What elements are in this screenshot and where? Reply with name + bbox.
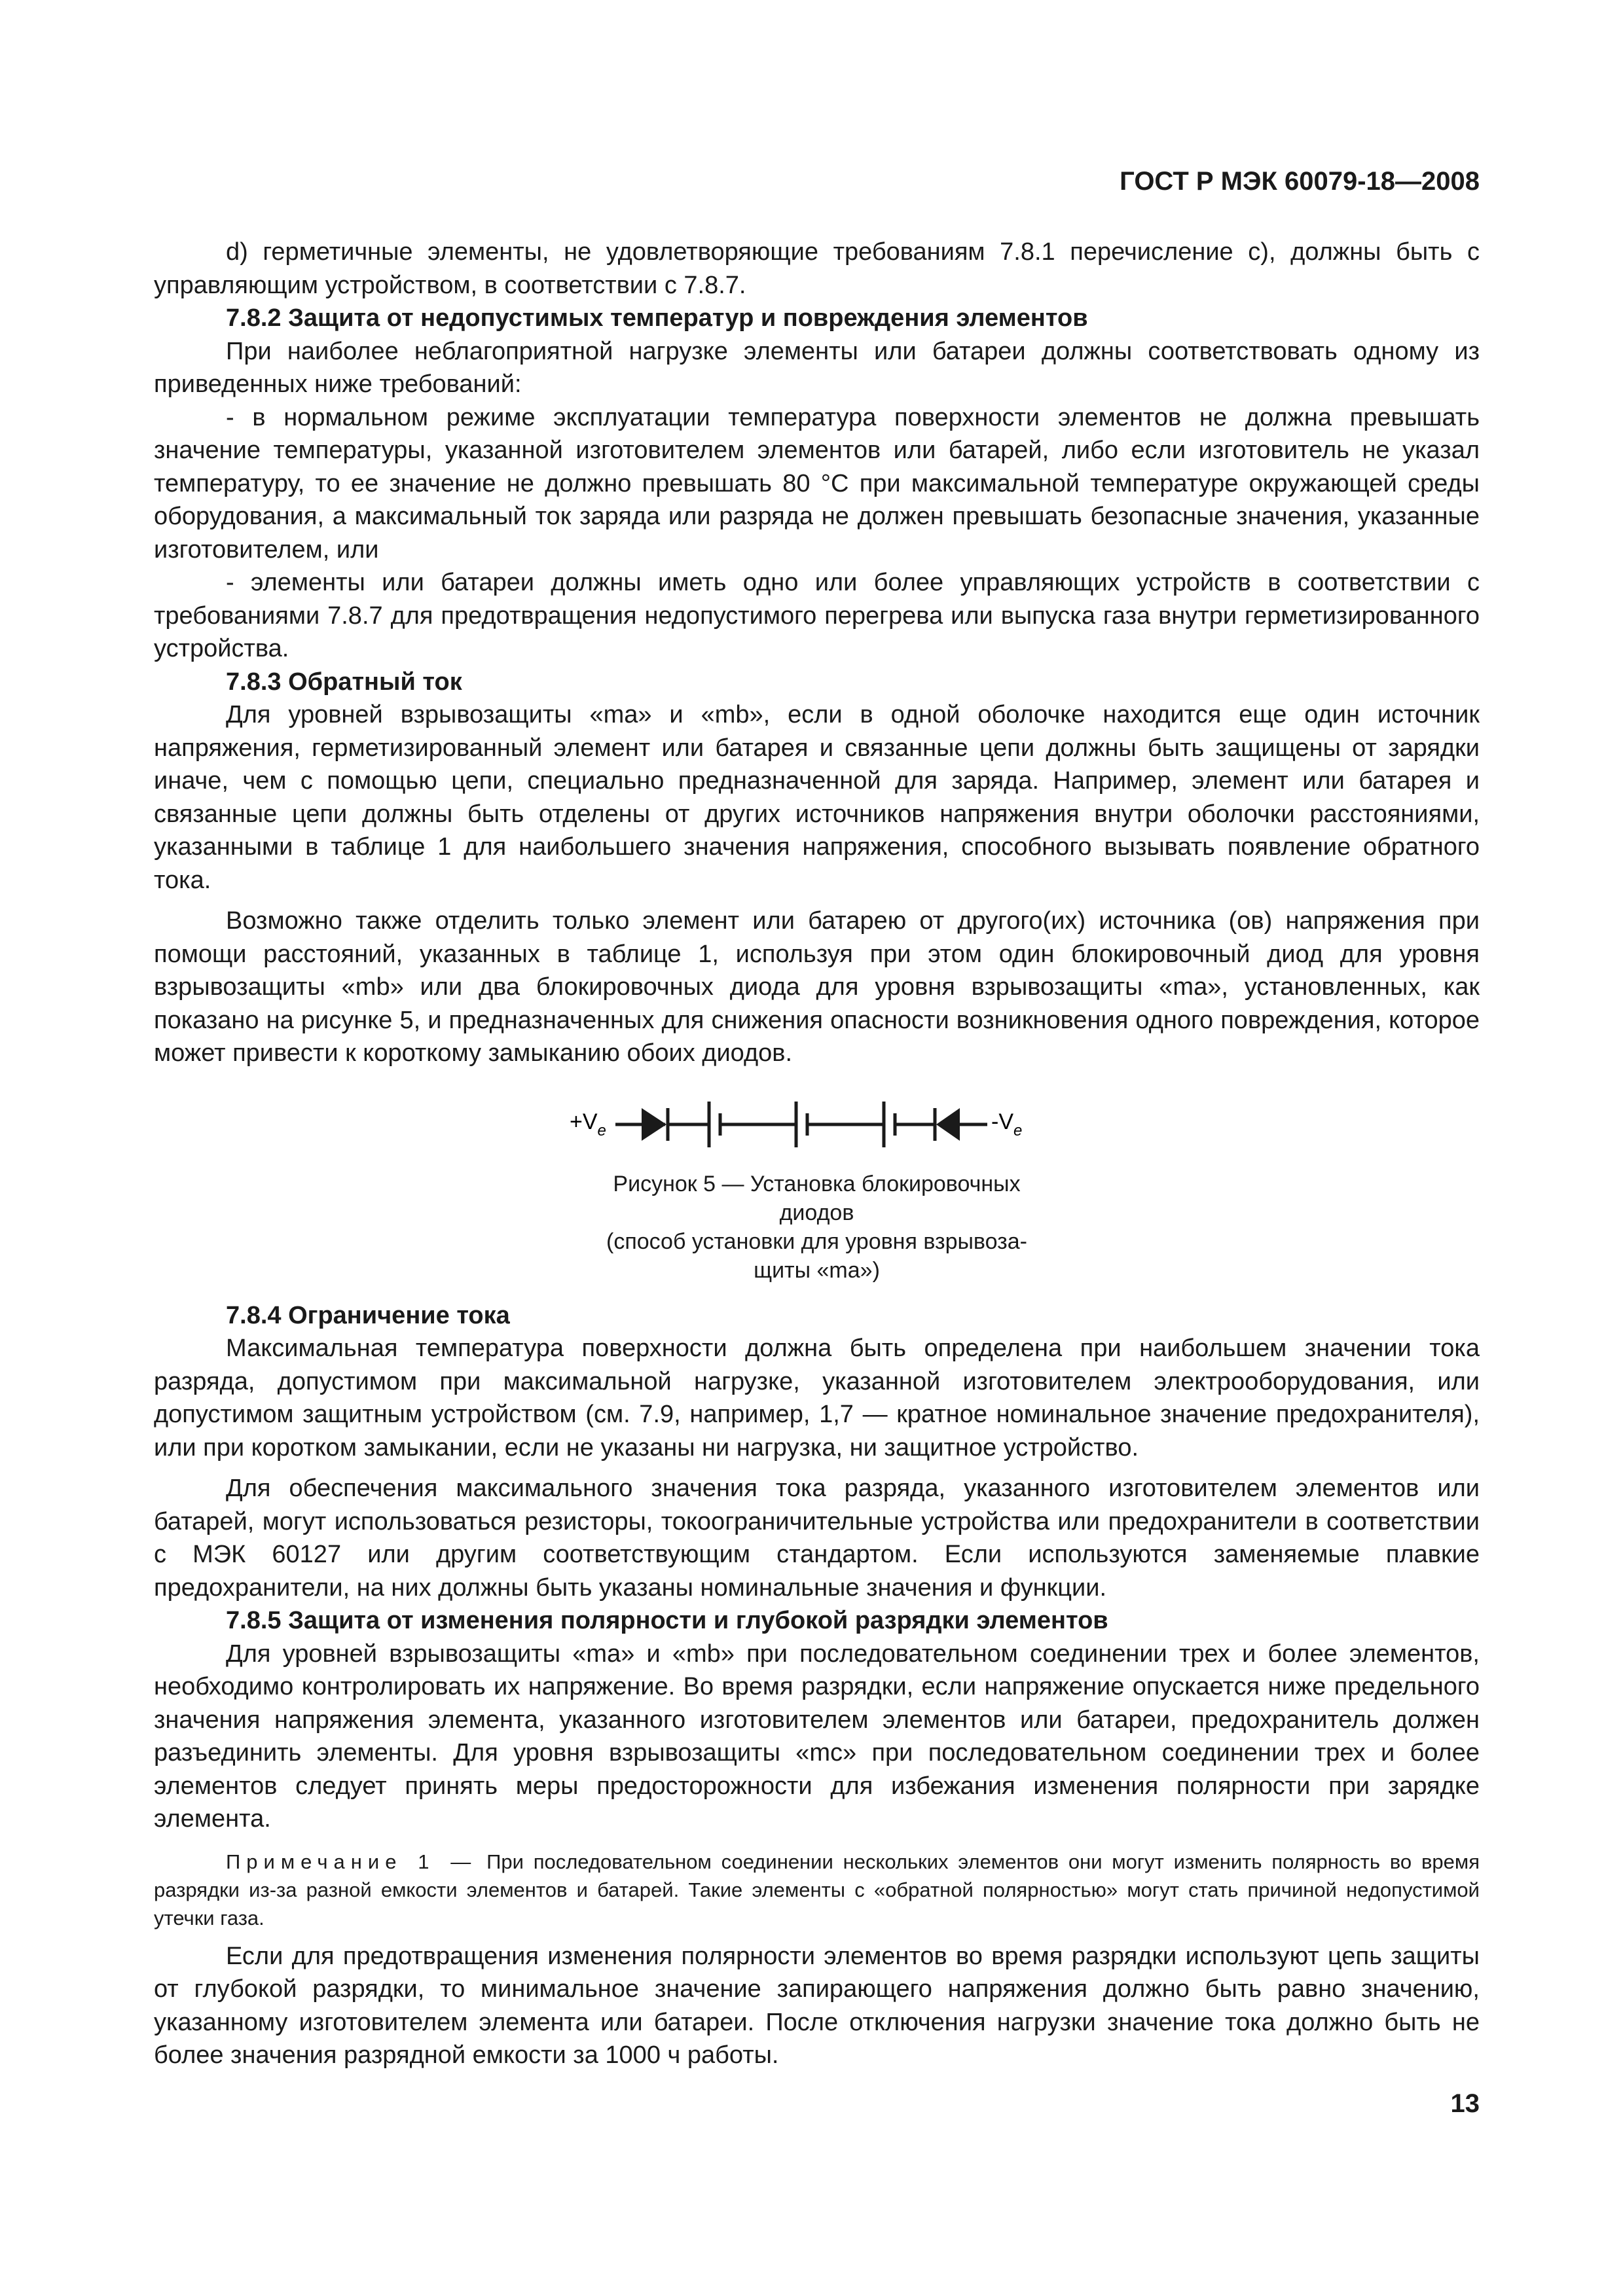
page-number: 13 (1450, 2089, 1480, 2118)
caption-line: Рисунок 5 — Установка блокировочных (613, 1171, 1021, 1196)
paragraph-normal-mode: - в нормальном режиме эксплуатации температура поверхности элементов не должна превышать значение температуры, указанной изготовителем элементов или батарей, либо если изготовитель не указал температуру, то ее значение не должно превышать 80 °С при максимальной температуре окружающей среды оборудования, а максимальный ток заряда или разряда не должен превышать безопасные значения, указанные изготовителем, или (154, 403, 1480, 564)
section-heading-7-8-3: 7.8.3 Обратный ток (226, 668, 462, 696)
paragraph-control-devices: - элементы или батареи должны иметь одно или более управляющих устройств в соответствии с требованиями 7.8.7 для предотвращения недопустимого перегрева или выпуска газа внутри герметизированного устройства. (154, 569, 1480, 662)
paragraph-item-d: d) герметичные элементы, не удовлетворяющие требованиям 7.8.1 перечисление с), должны быть с управляющим устройством, в соответствии с 7.8.7. (154, 238, 1480, 299)
figure-caption (568, 1170, 1066, 1285)
note-text: При последовательном соединении нескольких элементов они могут изменить полярность во время разрядки из-за разной емкости элементов и батарей. Такие элементы с «обратной полярностью» могут стать причиной недопустимой утечки газа. (154, 1850, 1480, 1929)
blocking-diodes-circuit-diagram (568, 1088, 1066, 1160)
paragraph-blocking-diodes: Возможно также отделить только элемент или батарею от другого(их) источника (ов) напряжения при помощи расстояний, указанных в таблице 1, используя при этом один блокировочный диод для уровня взрывозащиты «mb» или два блокировочных диода для уровня взрывозащиты «ma», установленных, как показано на рисунке 5, и предназначенных для снижения опасности возникновения одного повреждения, которое может привести к короткому замыканию обоих диодов. (154, 907, 1480, 1067)
caption-line: щиты «ma») (754, 1257, 880, 1283)
section-heading-7-8-5: 7.8.5 Защита от изменения полярности и глубокой разрядки элементов (226, 1607, 1108, 1634)
section-heading-7-8-4: 7.8.4 Ограничение тока (226, 1301, 510, 1329)
note-label: Примечание 1 — (226, 1850, 477, 1873)
document-body (154, 236, 1480, 2072)
paragraph-deep-discharge: Если для предотвращения изменения полярности элементов во время разрядки используют цепь защиты от глубокой разрядки, то минимальное значение запирающего напряжения должно быть равно значению, указанному изготовителем элемента или батареи. После отключения нагрузки значение тока должно быть не более значения разрядной емкости за 1000 ч работы. (154, 1942, 1480, 2069)
paragraph-fuses: Для обеспечения максимального значения тока разряда, указанного изготовителем элементов или батарей, могут использоваться резисторы, токоограничительные устройства или предохранители в соответствии с МЭК 60127 или другим соответствующим стандартом. Если используются заменяемые плавкие предохранители, на них должны быть указаны номинальные значения и функции. (154, 1475, 1480, 1602)
caption-line: (способ установки для уровня взрывоза- (606, 1229, 1027, 1254)
paragraph-requirements-intro: При наиболее неблагоприятной нагрузке элементы или батареи должны соответствовать одному из приведенных ниже требований: (154, 337, 1480, 398)
caption-line: диодов (779, 1200, 854, 1225)
blocking-diode-2 (936, 1108, 960, 1141)
document-code-header: ГОСТ Р МЭК 60079-18—2008 (1120, 167, 1480, 196)
blocking-diode-1 (642, 1108, 666, 1141)
paragraph-polarity-protection: Для уровней взрывозащиты «ma» и «mb» при последовательном соединении трех и более элементов, необходимо контролировать их напряжение. Во время разрядки, если напряжение опускается ниже предельного значения напряжения элемента, указанного изготовителем элементов или батареи, предохранитель должен разъединить элементы. Для уровня взрывозащиты «mc» при последовательном соединении трех и более элементов следует принять меры предосторожности для избежания изменения полярности при зарядке элемента. (154, 1640, 1480, 1833)
left-terminal-label: $+V_e$ (569, 1109, 606, 1139)
paragraph-current-limit: Максимальная температура поверхности должна быть определена при наибольшем значении тока разряда, допустимом при максимальной нагрузке, указанной изготовителем электрооборудования, или допустимом защитным устройством (см. 7.9, например, 1,7 — кратное номинальное значение предохранителя), или при коротком замыкании, если не указаны ни нагрузка, ни защитное устройство. (154, 1335, 1480, 1462)
right-terminal-label: $-V_e$ (991, 1109, 1022, 1139)
section-heading-7-8-2: 7.8.2 Защита от недопустимых температур и повреждения элементов (226, 304, 1088, 332)
figure-5 (154, 1088, 1480, 1285)
note-1 (154, 1848, 1480, 1932)
paragraph-reverse-current: Для уровней взрывозащиты «ma» и «mb», если в одной оболочке находится еще один источник напряжения, герметизированный элемент или батарея и связанные цепи должны быть защищены от зарядки иначе, чем с помощью цепи, специально предназначенной для заряда. Например, элемент или батарея и связанные цепи должны быть отделены от других источников напряжения внутри оболочки расстояниями, указанными в таблице 1 для наибольшего значения напряжения, способного вызывать появление обратного тока. (154, 701, 1480, 894)
